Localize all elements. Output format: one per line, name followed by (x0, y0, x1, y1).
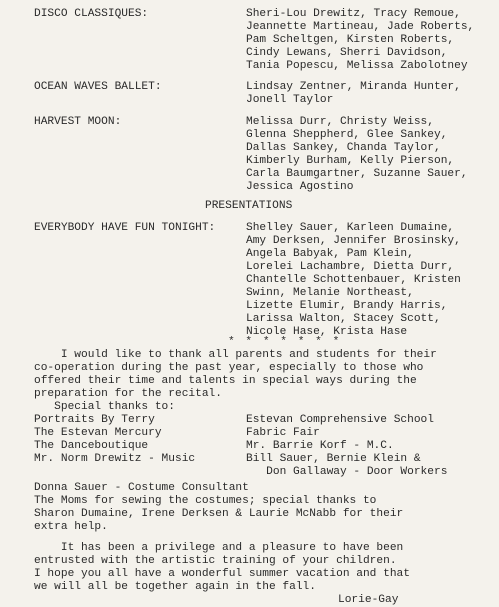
cast-line: Melissa Durr, Christy Weiss, (246, 116, 434, 128)
thanks-right-item: Estevan Comprehensive School (246, 414, 434, 426)
thanks-line: offered their time and talents in special ways during the (34, 375, 417, 387)
thanks-left-item: The Estevan Mercury (34, 427, 162, 439)
cast-line: Tania Popescu, Melissa Zabolotney (246, 60, 468, 72)
cast-line: Chantelle Schottenbauer, Kristen (246, 274, 461, 286)
cast-line: Lizette Elumir, Brandy Harris, (246, 300, 448, 312)
closing-line: entrusted with the artistic training of your children. (34, 555, 397, 567)
cast-line: Lorelei Lachambre, Dietta Durr, (246, 261, 455, 273)
cast-line: Carla Baumgartner, Suzanne Sauer, (246, 168, 468, 180)
thanks-right-item: Bill Sauer, Bernie Klein & (246, 453, 421, 465)
separator-stars: * * * * * * * (228, 336, 342, 348)
section-title-disco: DISCO CLASSIQUES: (34, 8, 149, 20)
thanks-right-item: Mr. Barrie Korf - M.C. (246, 440, 394, 452)
cast-line: Larissa Walton, Stacey Scott, (246, 313, 441, 325)
cast-line: Shelley Sauer, Karleen Dumaine, (246, 222, 455, 234)
cast-line: Jonell Taylor (246, 94, 334, 106)
cast-line: Cindy Lewans, Sherri Davidson, (246, 47, 448, 59)
signature: Lorie-Gay (338, 594, 399, 606)
moms-line: extra help. (34, 521, 108, 533)
thanks-left-item: Portraits By Terry (34, 414, 155, 426)
thanks-right-item: Fabric Fair (246, 427, 320, 439)
moms-line: The Moms for sewing the costumes; special thanks to (34, 495, 377, 507)
section-title-harvest-moon: HARVEST MOON: (34, 116, 122, 128)
cast-line: Lindsay Zentner, Miranda Hunter, (246, 81, 461, 93)
thanks-line: co-operation during the past year, especially to those who (34, 362, 424, 374)
section-title-everybody-have-fun: EVERYBODY HAVE FUN TONIGHT: (34, 222, 216, 234)
closing-line: we will all be together again in the fall. (34, 581, 316, 593)
cast-line: Swinn, Melanie Northeast, (246, 287, 414, 299)
thanks-left-item: Mr. Norm Drewitz - Music (34, 453, 196, 465)
cast-line: Nicole Hase, Krista Hase (246, 326, 408, 338)
moms-line: Sharon Dumaine, Irene Derksen & Laurie McNabb for their (34, 508, 404, 520)
cast-line: Sheri-Lou Drewitz, Tracy Remoue, (246, 8, 461, 20)
cast-line: Angela Babyak, Pam Klein, (246, 248, 414, 260)
closing-line: I hope you all have a wonderful summer vacation and that (34, 568, 410, 580)
cast-line: Jeannette Martineau, Jade Roberts, (246, 21, 475, 33)
cast-line: Dallas Sankey, Chanda Taylor, (246, 142, 441, 154)
thanks-right-item: Don Gallaway - Door Workers (246, 466, 448, 478)
cast-line: Jessica Agostino (246, 181, 354, 193)
cast-line: Amy Derksen, Jennifer Brosinsky, (246, 235, 461, 247)
closing-line: It has been a privilege and a pleasure to have been (34, 542, 404, 554)
thanks-line: I would like to thank all parents and students for their (34, 349, 437, 361)
cast-line: Glenna Sheppherd, Glee Sankey, (246, 129, 448, 141)
thanks-line: preparation for the recital. (34, 388, 222, 400)
special-thanks-label: Special thanks to: (34, 401, 175, 413)
presentations-heading: PRESENTATIONS (205, 200, 293, 212)
moms-line: Donna Sauer - Costume Consultant (34, 482, 249, 494)
cast-line: Kimberly Burham, Kelly Pierson, (246, 155, 455, 167)
cast-line: Pam Scheltgen, Kirsten Roberts, (246, 34, 455, 46)
thanks-left-item: The Danceboutique (34, 440, 149, 452)
section-title-ocean-waves: OCEAN WAVES BALLET: (34, 81, 162, 93)
